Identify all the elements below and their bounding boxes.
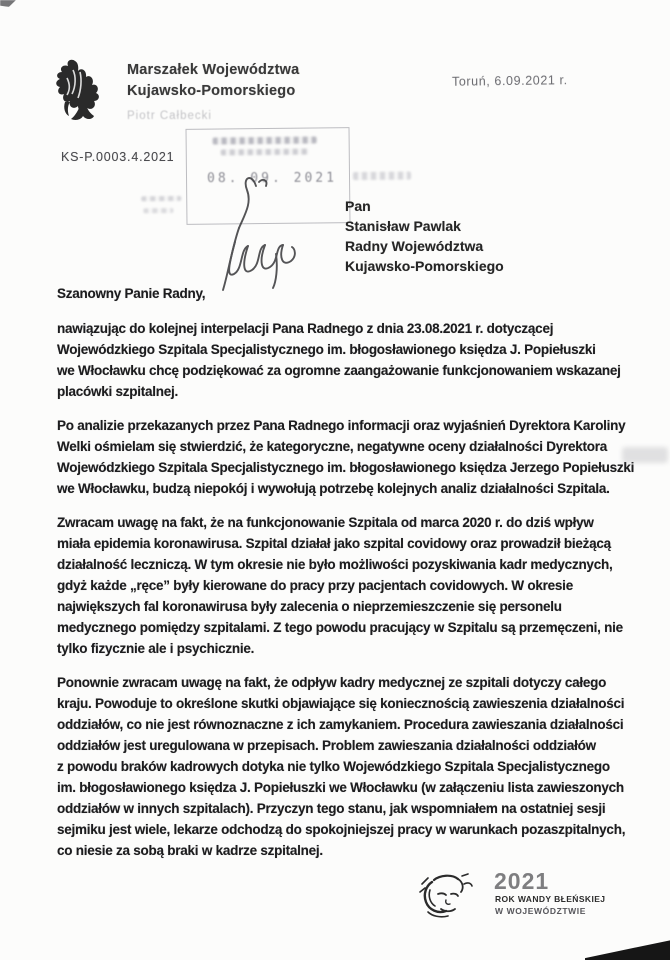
paragraph-1: [57, 318, 632, 402]
wanda-blenska-portrait-icon: [418, 872, 474, 920]
sender-title-line1: Marszałek Województwa: [127, 62, 300, 78]
text-line: Pan: [345, 198, 371, 214]
text-line: nawiązując do kolejnej interpelacji Pana Radnego z dnia 23.08.2021 r. dotyczącej: [57, 321, 554, 336]
text-line: tylko fizycznie ale i psychicznie.: [57, 641, 255, 656]
text-line: Ponownie zwracam uwagę na fakt, że odpływ kadry medycznej ze szpitali dotyczy całego: [57, 675, 607, 690]
letter-body: [57, 283, 635, 874]
text-line: we Włocławku, budzą niepokój i wywołują potrzebę kolejnych analiz działalności Szpitala.: [57, 481, 610, 496]
text-line: Stanisław Pawlak: [345, 218, 461, 234]
text-line: we Włocławku chcę podziękować za ogromne zaangażowanie funkcjonowaniem wskazanej: [57, 363, 621, 378]
text-line: im. błogosławionego księdza J. Popiełuszki we Włocławku (w załączeniu lista zawieszonych: [57, 780, 624, 795]
stamp-illegible-text: [221, 149, 309, 156]
text-line: Radny Województwa: [345, 238, 484, 254]
text-line: oddziałów, co nie jest równoznaczne z ich zamykaniem. Procedura zawieszania działalności: [57, 717, 624, 732]
text-line: Wojewódzkiego Szpitala Specjalistycznego im. błogosławionego księdza J. Popiełuszki: [57, 342, 596, 357]
text-line: kraju. Powoduje to określone skutki objawiające się koniecznością zawieszenia działalności: [57, 696, 625, 711]
footer-logo-line2: W WOJEWÓDZTWIE: [495, 906, 587, 916]
place-and-date: Toruń, 6.09.2021 r.: [451, 73, 568, 89]
sender-block: [127, 60, 299, 127]
text-line: Welki ośmielam się stwierdzić, że kategoryczne, negatywne oceny działalności Dyrektora: [57, 439, 607, 454]
stamp-illegible-text: [143, 208, 173, 213]
sender-name: Piotr Całbecki: [127, 110, 212, 122]
text-line: największych fal koronawirusa były zalecenia o nieprzemieszczenie się personelu: [57, 599, 562, 614]
footer-logo-line1: ROK WANDY BŁEŃSKIEJ: [495, 894, 606, 904]
salutation: Szanowny Panie Radny,: [57, 286, 206, 301]
recipient-block: [345, 196, 504, 276]
text-line: oddziałów jest uregulowana w przepisach. Problem zawieszania działalności oddziałów: [57, 738, 596, 753]
text-line: co niesie za sobą braki w kadrze szpitalnej.: [57, 843, 323, 858]
paragraph-4: [57, 672, 632, 861]
text-line: Kujawsko-Pomorskiego: [345, 258, 504, 274]
text-line: z powodu braków kadrowych dotyka nie tylko Wojewódzkiego Szpitala Specjalistycznego: [57, 759, 610, 774]
stamp-illegible-text: [213, 136, 317, 144]
text-line: Zwracam uwagę na fakt, że na funkcjonowanie Szpitala od marca 2020 r. do dziś wpływ: [57, 515, 594, 530]
text-line: miała epidemia koronawirusa. Szpital działał jako szpital covidowy oraz prowadził bieżącą: [57, 536, 611, 551]
scan-corner-shadow: [585, 936, 670, 960]
footer-year: 2021: [494, 868, 550, 894]
text-line: oddziałów w innych szpitalach). Przyczyn tego stanu, jak wspomniałem na ostatniej sesji: [57, 801, 606, 816]
stamp-illegible-text: [141, 196, 181, 201]
scan-corner-artifact: [0, 0, 16, 7]
text-line: sejmiku jest wiele, lekarze odchodzą do spokojniejszej pracy w warunkach pozaszpitalnych,: [57, 822, 626, 837]
stamp-illegible-text: [353, 172, 411, 181]
coat-of-arms-eagle-icon: [53, 58, 101, 128]
paragraph-3: [57, 512, 632, 659]
paragraph-2: [57, 415, 635, 499]
text-line: Wojewódzkiego Szpitala Specjalistycznego im. błogosławionego księdza Jerzego Popiełuszki: [57, 460, 635, 475]
text-line: Po analizie przekazanych przez Pana Radnego informacji oraz wyjaśnień Dyrektora Karoliny: [57, 418, 626, 433]
handwritten-signature: [212, 170, 304, 292]
reference-number: KS-P.0003.4.2021: [61, 150, 175, 164]
text-line: gdyż każde „ręce” były kierowane do pracy przy pacjentach covidowych. W okresie: [57, 578, 573, 593]
scan-edge-smudge: [622, 447, 668, 463]
sender-title-line2: Kujawsko-Pomorskiego: [127, 83, 296, 99]
text-line: działalność leczniczą. W tym okresie nie było możliwości pozyskiwania kadr medycznych,: [57, 557, 613, 572]
text-line: medycznego pomiędzy szpitalami. Z tego powodu pracujący w Szpitalu są przemęczeni, nie: [57, 620, 623, 635]
stamp-date: 08. 09. 2021: [207, 170, 337, 187]
text-line: placówki szpitalnej.: [57, 384, 179, 399]
